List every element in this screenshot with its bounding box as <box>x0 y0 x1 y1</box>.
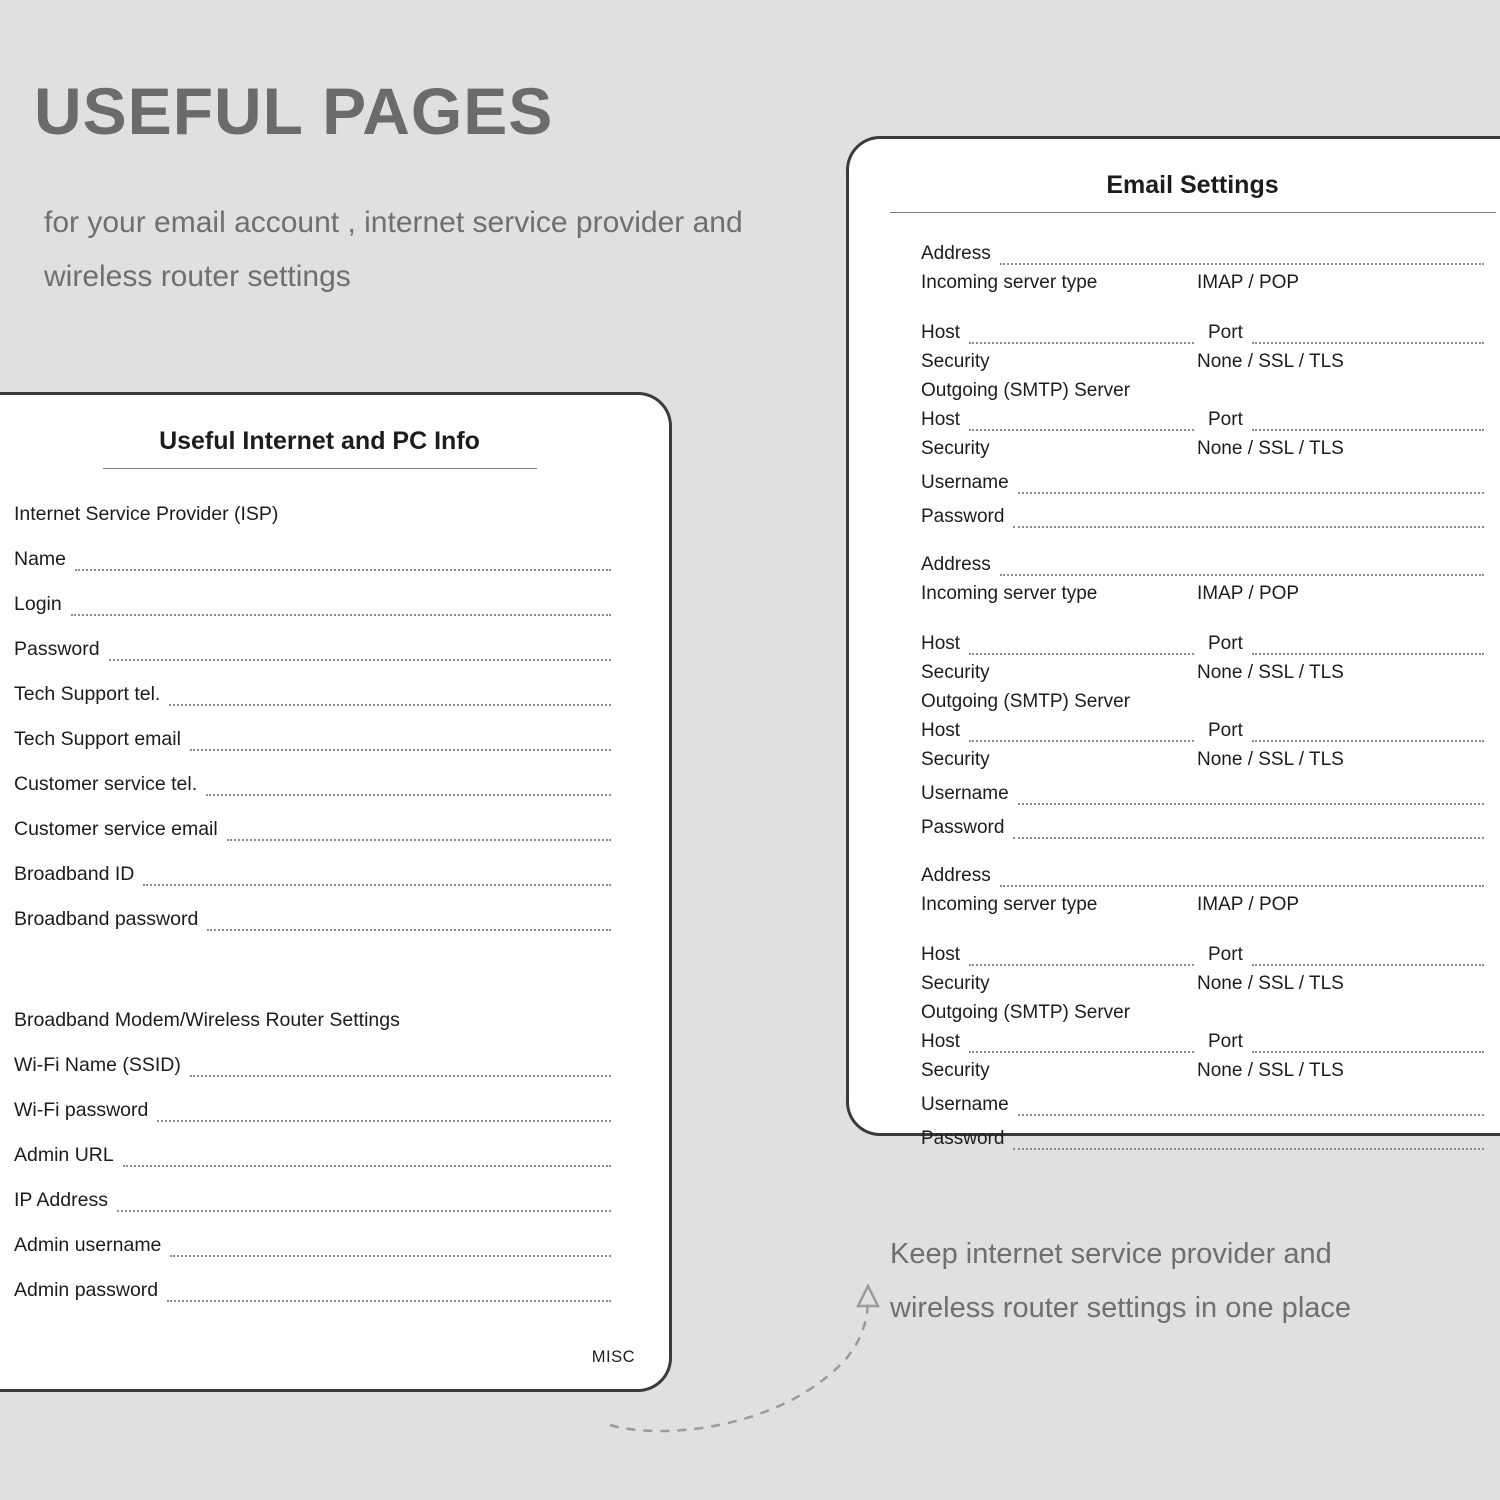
field-label-host: Host <box>921 322 961 343</box>
field-label: Broadband password <box>14 908 199 930</box>
field-label-port: Port <box>1208 409 1243 430</box>
field-write-line[interactable] <box>109 647 611 661</box>
field-write-line[interactable] <box>143 872 611 886</box>
field-row[interactable] <box>14 683 611 706</box>
title-divider <box>103 468 537 469</box>
field-row[interactable] <box>14 773 611 796</box>
field-write-line[interactable] <box>969 417 1194 431</box>
field-row[interactable] <box>14 728 611 751</box>
field-row-incoming-type[interactable] <box>921 894 1484 916</box>
email-settings-body <box>849 213 1500 1150</box>
field-row-host-port[interactable] <box>921 633 1484 655</box>
field-row-password[interactable] <box>921 506 1484 528</box>
field-label: Outgoing (SMTP) Server <box>921 691 1131 712</box>
field-row[interactable] <box>14 638 611 661</box>
field-write-line[interactable] <box>1013 1136 1484 1150</box>
field-label: Address <box>921 554 991 575</box>
field-label-port: Port <box>1208 322 1243 343</box>
field-label: Address <box>921 243 991 264</box>
field-label: Incoming server type <box>921 272 1098 293</box>
field-write-line[interactable] <box>71 602 611 616</box>
field-write-line[interactable] <box>1252 1039 1484 1053</box>
field-write-line[interactable] <box>1252 641 1484 655</box>
field-label: Customer service tel. <box>14 773 198 795</box>
field-label: Security <box>921 438 990 459</box>
label-outgoing-smtp <box>921 691 1484 713</box>
section-spacer <box>14 931 611 975</box>
page-title: USEFUL PAGES <box>34 74 554 148</box>
field-label: Security <box>921 662 990 683</box>
email-account-group <box>921 554 1484 839</box>
field-row-username[interactable] <box>921 783 1484 805</box>
field-write-line[interactable] <box>1000 562 1484 576</box>
right-page-card <box>846 136 1500 1149</box>
field-write-line[interactable] <box>1000 873 1484 887</box>
field-label-host: Host <box>921 720 961 741</box>
field-write-line[interactable] <box>75 557 611 571</box>
field-row[interactable] <box>14 908 611 931</box>
field-write-line[interactable] <box>969 330 1194 344</box>
curved-arrow-icon <box>600 1240 900 1440</box>
field-row-address[interactable] <box>921 865 1484 887</box>
email-account-group <box>921 865 1484 1150</box>
field-write-line[interactable] <box>969 728 1194 742</box>
section-label-isp: Internet Service Provider (ISP) <box>14 503 279 525</box>
security-options[interactable]: None / SSL / TLS <box>1197 438 1344 459</box>
field-write-line[interactable] <box>1000 251 1484 265</box>
field-label: Username <box>921 783 1009 804</box>
field-write-line[interactable] <box>1252 952 1484 966</box>
right-page-title: Email Settings <box>1106 171 1279 199</box>
field-row-host-port[interactable] <box>921 944 1484 966</box>
field-label: Incoming server type <box>921 894 1098 915</box>
row-spacer <box>921 916 1484 932</box>
field-row-security[interactable] <box>921 1060 1484 1082</box>
field-label: Security <box>921 351 990 372</box>
field-label: Name <box>14 548 67 570</box>
field-row-username[interactable] <box>921 472 1484 494</box>
field-write-line[interactable] <box>1252 728 1484 742</box>
field-write-line[interactable] <box>117 1198 611 1212</box>
field-row-security[interactable] <box>921 749 1484 771</box>
field-label: Password <box>921 1128 1005 1149</box>
field-label: Password <box>14 638 100 660</box>
field-write-line[interactable] <box>167 1288 611 1302</box>
page-subtitle: for your email account , internet service provider and wireless router settings <box>44 206 743 293</box>
field-write-line[interactable] <box>170 1243 611 1257</box>
page-footer-label: MISC <box>591 1348 635 1366</box>
incoming-type-options[interactable]: IMAP / POP <box>1197 894 1300 915</box>
field-row[interactable] <box>14 1189 611 1212</box>
field-label: Broadband ID <box>14 863 135 885</box>
field-label: Username <box>921 472 1009 493</box>
incoming-type-options[interactable]: IMAP / POP <box>1197 583 1300 604</box>
section-label-router: Broadband Modem/Wireless Router Settings <box>14 1009 400 1031</box>
field-label: Security <box>921 1060 990 1081</box>
field-row-address[interactable] <box>921 243 1484 265</box>
field-row-security[interactable] <box>921 662 1484 684</box>
field-row[interactable] <box>14 548 611 571</box>
field-label: Outgoing (SMTP) Server <box>921 380 1131 401</box>
field-label: Tech Support tel. <box>14 683 161 705</box>
field-row-address[interactable] <box>921 554 1484 576</box>
field-label: Password <box>921 817 1005 838</box>
row-spacer <box>921 605 1484 621</box>
field-row-password[interactable] <box>921 817 1484 839</box>
field-write-line[interactable] <box>1018 1102 1484 1116</box>
field-row-security[interactable] <box>921 973 1484 995</box>
callout-text: Keep internet service provider and wireless router settings in one place <box>890 1238 1352 1324</box>
field-row[interactable] <box>14 818 611 841</box>
field-write-line[interactable] <box>969 1039 1194 1053</box>
field-label-host: Host <box>921 1031 961 1052</box>
field-row-incoming-type[interactable] <box>921 583 1484 605</box>
field-write-line[interactable] <box>969 952 1194 966</box>
left-page-body <box>0 503 669 1302</box>
field-row[interactable] <box>14 1144 611 1167</box>
security-options[interactable]: None / SSL / TLS <box>1197 1060 1344 1081</box>
security-options[interactable]: None / SSL / TLS <box>1197 351 1344 372</box>
field-label: Incoming server type <box>921 583 1098 604</box>
field-row[interactable] <box>14 1234 611 1257</box>
field-write-line[interactable] <box>190 1063 611 1077</box>
field-write-line[interactable] <box>1013 825 1484 839</box>
field-label: Admin password <box>14 1279 159 1301</box>
field-row[interactable] <box>14 593 611 616</box>
field-label: Security <box>921 973 990 994</box>
field-label-port: Port <box>1208 944 1243 965</box>
field-write-line[interactable] <box>1013 514 1484 528</box>
field-write-line[interactable] <box>206 782 611 796</box>
field-row-password[interactable] <box>921 1128 1484 1150</box>
field-write-line[interactable] <box>169 692 611 706</box>
field-label-host: Host <box>921 409 961 430</box>
field-label-port: Port <box>1208 1031 1243 1052</box>
field-label: Customer service email <box>14 818 218 840</box>
field-label: Wi-Fi password <box>14 1099 149 1121</box>
field-write-line[interactable] <box>227 827 611 841</box>
field-row-host-port[interactable] <box>921 720 1484 742</box>
label-outgoing-smtp <box>921 1002 1484 1024</box>
field-label: Tech Support email <box>14 728 181 750</box>
field-label: Admin username <box>14 1234 162 1256</box>
field-write-line[interactable] <box>969 641 1194 655</box>
field-write-line[interactable] <box>1018 791 1484 805</box>
field-label-port: Port <box>1208 633 1243 654</box>
field-write-line[interactable] <box>157 1108 611 1122</box>
left-page-title: Useful Internet and PC Info <box>159 427 480 455</box>
field-row[interactable] <box>14 863 611 886</box>
email-account-group <box>921 243 1484 528</box>
field-row-username[interactable] <box>921 1094 1484 1116</box>
label-outgoing-smtp <box>921 380 1484 402</box>
row-spacer <box>921 294 1484 310</box>
field-row-host-port[interactable] <box>921 322 1484 344</box>
field-row[interactable] <box>14 1054 611 1077</box>
field-write-line[interactable] <box>1252 330 1484 344</box>
field-row-host-port[interactable] <box>921 409 1484 431</box>
field-label: IP Address <box>14 1189 108 1211</box>
security-options[interactable]: None / SSL / TLS <box>1197 662 1344 683</box>
field-row-security[interactable] <box>921 438 1484 460</box>
field-label: Username <box>921 1094 1009 1115</box>
field-label: Security <box>921 749 990 770</box>
field-label-host: Host <box>921 633 961 654</box>
incoming-type-options[interactable]: IMAP / POP <box>1197 272 1300 293</box>
security-options[interactable]: None / SSL / TLS <box>1197 749 1344 770</box>
field-write-line[interactable] <box>1252 417 1484 431</box>
field-write-line[interactable] <box>190 737 611 751</box>
field-label: Wi-Fi Name (SSID) <box>14 1054 181 1076</box>
left-page-card <box>0 392 672 1392</box>
field-row-host-port[interactable] <box>921 1031 1484 1053</box>
field-label-port: Port <box>1208 720 1243 741</box>
field-write-line[interactable] <box>1018 480 1484 494</box>
field-row[interactable] <box>14 1279 611 1302</box>
field-row[interactable] <box>14 1099 611 1122</box>
field-label: Address <box>921 865 991 886</box>
field-label: Outgoing (SMTP) Server <box>921 1002 1131 1023</box>
field-label: Password <box>921 506 1005 527</box>
field-label: Login <box>14 593 62 615</box>
security-options[interactable]: None / SSL / TLS <box>1197 973 1344 994</box>
field-write-line[interactable] <box>123 1153 611 1167</box>
field-write-line[interactable] <box>207 917 611 931</box>
field-label: Admin URL <box>14 1144 114 1166</box>
field-row-security[interactable] <box>921 351 1484 373</box>
field-row-incoming-type[interactable] <box>921 272 1484 294</box>
field-label-host: Host <box>921 944 961 965</box>
